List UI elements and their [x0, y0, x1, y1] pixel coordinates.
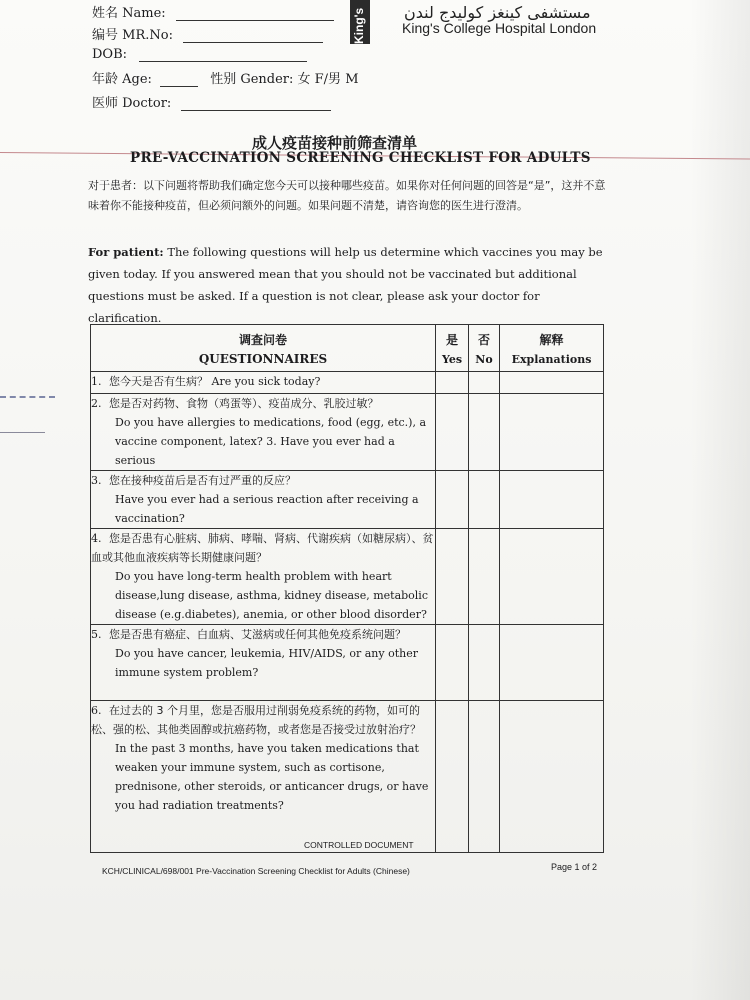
no-checkbox-cell[interactable]	[469, 701, 500, 853]
margin-mark	[0, 396, 55, 398]
name-label: 姓名 Name:	[92, 6, 166, 21]
explanation-cell[interactable]	[500, 529, 604, 625]
yes-checkbox-cell[interactable]	[436, 372, 469, 394]
header-explanations: 解释 Explanations	[500, 325, 604, 372]
gender-label: 性别 Gender: 女 F/男 M	[210, 72, 359, 87]
instructions-text: The following questions will help us determine which vaccines you may be given today. If you answered mean that you should not be vaccinated but additional questions must be asked. If a question is not clear, please ask your doctor for clarification.	[88, 245, 603, 325]
question-cell: 1. 您今天是否有生病？ Are you sick today?	[91, 372, 436, 394]
header-no: 否 No	[469, 325, 500, 372]
yes-checkbox-cell[interactable]	[436, 529, 469, 625]
dob-label: DOB:	[92, 47, 128, 62]
mrno-field[interactable]	[92, 24, 323, 43]
doctor-field[interactable]	[92, 92, 331, 111]
yes-checkbox-cell[interactable]	[436, 625, 469, 701]
hospital-name-english: King's College Hospital London	[402, 20, 597, 36]
question-cell: 2. 您是否对药物、食物（鸡蛋等）、疫苗成分、乳胶过敏？ Do you have allergies to medications, food (egg, etc.), a vaccine component, latex? 3. Have you ever had a serious	[91, 394, 436, 471]
age-gender-field[interactable]	[92, 68, 359, 87]
table-row	[91, 529, 604, 625]
question-cell: 3. 您在接种疫苗后是否有过严重的反应？ Have you ever had a serious reaction after receiving a vaccination?	[91, 471, 436, 529]
document-reference: KCH/CLINICAL/698/001 Pre-Vaccination Screening Checklist for Adults (Chinese)	[102, 866, 410, 876]
header-yes: 是 Yes	[436, 325, 469, 372]
doctor-label: 医师 Doctor:	[92, 96, 172, 111]
form-title-chinese: 成人疫苗接种前筛查清单	[252, 134, 418, 152]
table-row	[91, 701, 604, 853]
name-field[interactable]	[92, 2, 334, 21]
mrno-input-line[interactable]	[183, 30, 323, 43]
questionnaire-table	[90, 324, 604, 853]
explanation-cell[interactable]	[500, 701, 604, 853]
name-input-line[interactable]	[176, 8, 334, 21]
page-number: Page 1 of 2	[551, 862, 598, 872]
table-row	[91, 394, 604, 471]
doctor-input-line[interactable]	[181, 98, 331, 111]
question-cell: 6. 在过去的 3 个月里，您是否服用过削弱免疫系统的药物，如可的松、强的松、其他类固醇或抗癌药物，或者您是否接受过放射治疗？ In the past 3 months, have you taken medications that weaken your immune system, such as cortisone, prednisone, other steroids, or anticancer drugs, or have you had radiation treatments?	[91, 701, 436, 853]
explanation-cell[interactable]	[500, 471, 604, 529]
yes-checkbox-cell[interactable]	[436, 471, 469, 529]
no-checkbox-cell[interactable]	[469, 471, 500, 529]
page-shadow	[690, 0, 750, 1000]
header-questionnaires: 调查问卷 QUESTIONNAIRES	[91, 325, 436, 372]
table-header-row	[91, 325, 604, 372]
explanation-cell[interactable]	[500, 394, 604, 471]
table-row	[91, 372, 604, 394]
form-title-english: PRE-VACCINATION SCREENING CHECKLIST FOR ADULTS	[130, 150, 591, 166]
no-checkbox-cell[interactable]	[469, 529, 500, 625]
no-checkbox-cell[interactable]	[469, 372, 500, 394]
margin-mark	[0, 432, 45, 433]
question-cell: 5. 您是否患有癌症、白血病、艾滋病或任何其他免疫系统问题？ Do you have cancer, leukemia, HIV/AIDS, or any other immune system problem?	[91, 625, 436, 701]
patient-instructions-chinese: 对于患者：以下问题将帮助我们确定您今天可以接种哪些疫苗。如果你对任何问题的回答是“是”，这并不意味着你不能接种疫苗，但必须问额外的问题。如果问题不清楚，请咨询您的医生进行澄清。	[88, 179, 606, 212]
patient-instructions-english	[88, 241, 606, 329]
age-input-line[interactable]	[160, 74, 198, 87]
dob-field[interactable]	[92, 47, 307, 62]
mrno-label: 编号 MR.No:	[92, 28, 173, 43]
explanation-cell[interactable]	[500, 625, 604, 701]
no-checkbox-cell[interactable]	[469, 625, 500, 701]
hospital-name-arabic: مستشفى كينغز كوليدج لندن	[404, 3, 591, 22]
table-row	[91, 625, 604, 701]
table-row	[91, 471, 604, 529]
question-cell: 4. 您是否患有心脏病、肺病、哮喘、肾病、代谢疾病（如糖尿病）、贫血或其他血液疾病等长期健康问题？ Do you have long-term health problem with heart disease,lung disease, asthma, kidney disease, metabolic disease (e.g.diabetes), anemia, or other blood disorder?	[91, 529, 436, 625]
no-checkbox-cell[interactable]	[469, 394, 500, 471]
controlled-document-note: CONTROLLED DOCUMENT	[304, 840, 414, 850]
yes-checkbox-cell[interactable]	[436, 701, 469, 853]
kings-logo-text: King's	[352, 7, 366, 44]
yes-checkbox-cell[interactable]	[436, 394, 469, 471]
explanation-cell[interactable]	[500, 372, 604, 394]
dob-input-line[interactable]	[139, 49, 307, 62]
instructions-label: For patient:	[88, 245, 164, 259]
age-label: 年龄 Age:	[92, 72, 152, 87]
